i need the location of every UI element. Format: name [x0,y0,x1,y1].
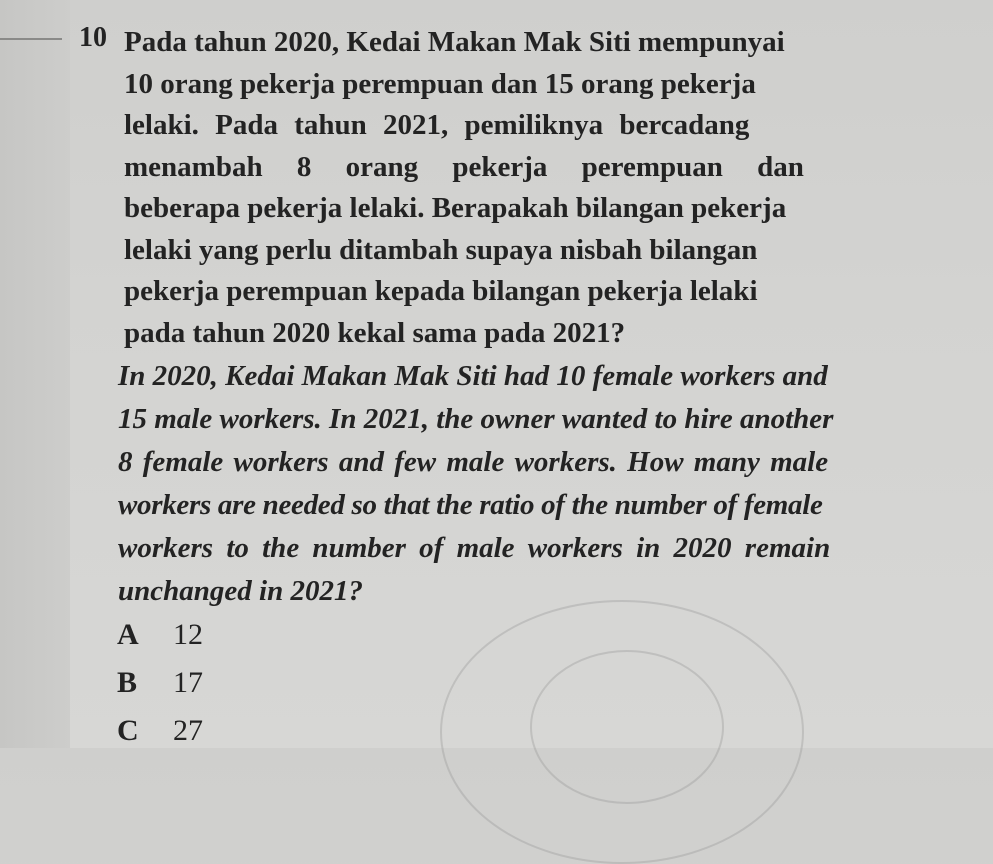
background-doodle-circle-inner [530,650,724,804]
english-line: 15 male workers. In 2021, the owner wanted to hire another [118,403,834,435]
option-letter: C [117,714,139,747]
malay-line: lelaki yang perlu ditambah supaya nisbah bilangan [124,233,758,266]
question-text-malay [124,22,894,354]
malay-line: 10 orang pekerja perempuan dan 15 orang pekerja [124,67,756,100]
page-margin [0,0,70,748]
question-number: 10 [79,22,107,53]
english-line: unchanged in 2021? [118,575,363,607]
malay-line: Pada tahun 2020, Kedai Makan Mak Siti mempunyai [124,26,785,58]
malay-line: beberapa pekerja lelaki. Berapakah bilangan pekerja [124,192,787,224]
english-line: 8 female workers and few male workers. How many male [118,446,829,478]
english-line: In 2020, Kedai Makan Mak Siti had 10 female workers and [118,360,828,392]
english-line: workers are needed so that the ratio of the number of female [118,489,823,521]
option-letter: B [117,666,138,699]
margin-rule-line [0,38,62,40]
malay-line: lelaki. Pada tahun 2021, pemiliknya bercadang [124,109,750,141]
malay-line: pekerja perempuan kepada bilangan pekerja lelaki [124,275,758,307]
option-value: 17 [173,666,203,699]
option-a[interactable] [117,618,203,652]
english-line: workers to the number of male workers in 2020 remain [118,532,831,564]
option-c[interactable] [117,714,203,748]
option-value: 27 [173,714,203,747]
malay-line: pada tahun 2020 kekal sama pada 2021? [124,316,626,349]
question-text-english [118,355,908,613]
option-letter: A [117,618,139,651]
option-b[interactable] [117,666,203,700]
option-value: 12 [173,618,203,651]
malay-line: menambah 8 orang pekerja perempuan dan [124,150,804,183]
